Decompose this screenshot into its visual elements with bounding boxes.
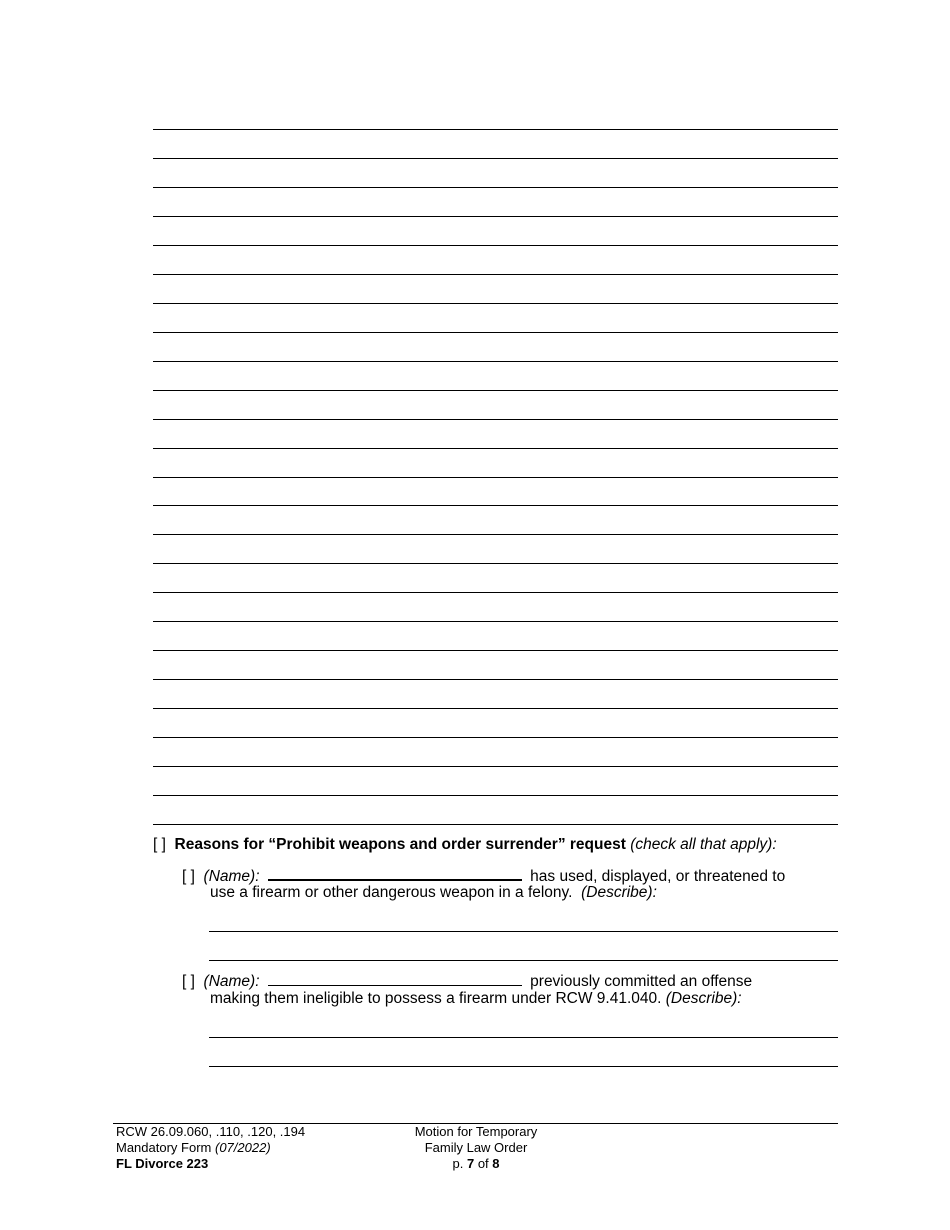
page-prefix: p. xyxy=(452,1156,464,1171)
writing-line[interactable] xyxy=(153,419,838,420)
reason-1-describe-label: (Describe): xyxy=(581,884,657,901)
reasons-heading: Reasons for “Prohibit weapons and order surrender” request xyxy=(174,836,626,853)
writing-line[interactable] xyxy=(153,534,838,535)
writing-line[interactable] xyxy=(153,303,838,304)
footer-mandatory-form xyxy=(116,1140,305,1156)
footer-center xyxy=(376,1124,576,1172)
reason-item-1 xyxy=(182,865,785,886)
writing-line[interactable] xyxy=(153,708,838,709)
reason-item-1-line2 xyxy=(210,884,657,902)
reason-1-text-line2: use a firearm or other dangerous weapon in a felony. xyxy=(210,884,573,901)
writing-line[interactable] xyxy=(153,274,838,275)
reason-2-text-line2: making them ineligible to possess a firearm under RCW 9.41.040. xyxy=(210,990,662,1007)
writing-line[interactable] xyxy=(153,187,838,188)
reason-1-checkbox[interactable]: [ ] xyxy=(182,868,195,885)
reason-2-describe-label: (Describe): xyxy=(665,990,742,1007)
page-total: 8 xyxy=(492,1156,500,1171)
reason-2-name-label: (Name): xyxy=(203,973,260,990)
reason-1-describe-line[interactable] xyxy=(209,931,838,932)
reason-1-name-label: (Name): xyxy=(203,868,260,885)
footer-form-id: FL Divorce 223 xyxy=(116,1156,209,1171)
writing-line[interactable] xyxy=(153,158,838,159)
writing-line[interactable] xyxy=(153,332,838,333)
writing-line[interactable] xyxy=(153,795,838,796)
reason-1-name-field[interactable] xyxy=(268,865,522,881)
reason-2-describe-line[interactable] xyxy=(209,1037,838,1038)
writing-line[interactable] xyxy=(153,245,838,246)
writing-line[interactable] xyxy=(153,563,838,564)
writing-line[interactable] xyxy=(153,650,838,651)
footer-title-line2: Family Law Order xyxy=(424,1140,528,1155)
reason-item-2-line2 xyxy=(210,990,742,1008)
reasons-heading-note: (check all that apply): xyxy=(630,836,777,853)
reason-2-checkbox[interactable]: [ ] xyxy=(182,973,195,990)
writing-line[interactable] xyxy=(153,129,838,130)
page-of: of xyxy=(477,1156,489,1171)
form-date: (07/2022) xyxy=(215,1140,271,1155)
mandatory-form-label: Mandatory Form xyxy=(116,1140,212,1155)
writing-line[interactable] xyxy=(153,824,838,825)
writing-line[interactable] xyxy=(153,361,838,362)
footer-title-line1: Motion for Temporary xyxy=(414,1124,538,1139)
writing-line[interactable] xyxy=(153,216,838,217)
writing-line[interactable] xyxy=(153,679,838,680)
writing-line[interactable] xyxy=(153,477,838,478)
reasons-section-heading xyxy=(153,836,777,854)
writing-line[interactable] xyxy=(153,737,838,738)
footer-page-number xyxy=(376,1156,576,1172)
reason-2-describe-line[interactable] xyxy=(209,1066,838,1067)
reason-1-text-line1: has used, displayed, or threatened to xyxy=(530,868,786,885)
writing-line[interactable] xyxy=(153,505,838,506)
reason-1-describe-line[interactable] xyxy=(209,960,838,961)
writing-line[interactable] xyxy=(153,390,838,391)
reason-2-name-field[interactable] xyxy=(268,971,522,986)
page-current: 7 xyxy=(466,1156,475,1171)
footer-left xyxy=(116,1124,305,1172)
writing-line[interactable] xyxy=(153,592,838,593)
reason-2-text-line1: previously committed an offense xyxy=(530,973,753,990)
writing-line[interactable] xyxy=(153,766,838,767)
reason-item-2 xyxy=(182,971,752,991)
reasons-checkbox[interactable]: [ ] xyxy=(153,836,166,853)
footer-statutes: RCW 26.09.060, .110, .120, .194 xyxy=(116,1124,306,1139)
writing-line[interactable] xyxy=(153,448,838,449)
writing-line[interactable] xyxy=(153,621,838,622)
